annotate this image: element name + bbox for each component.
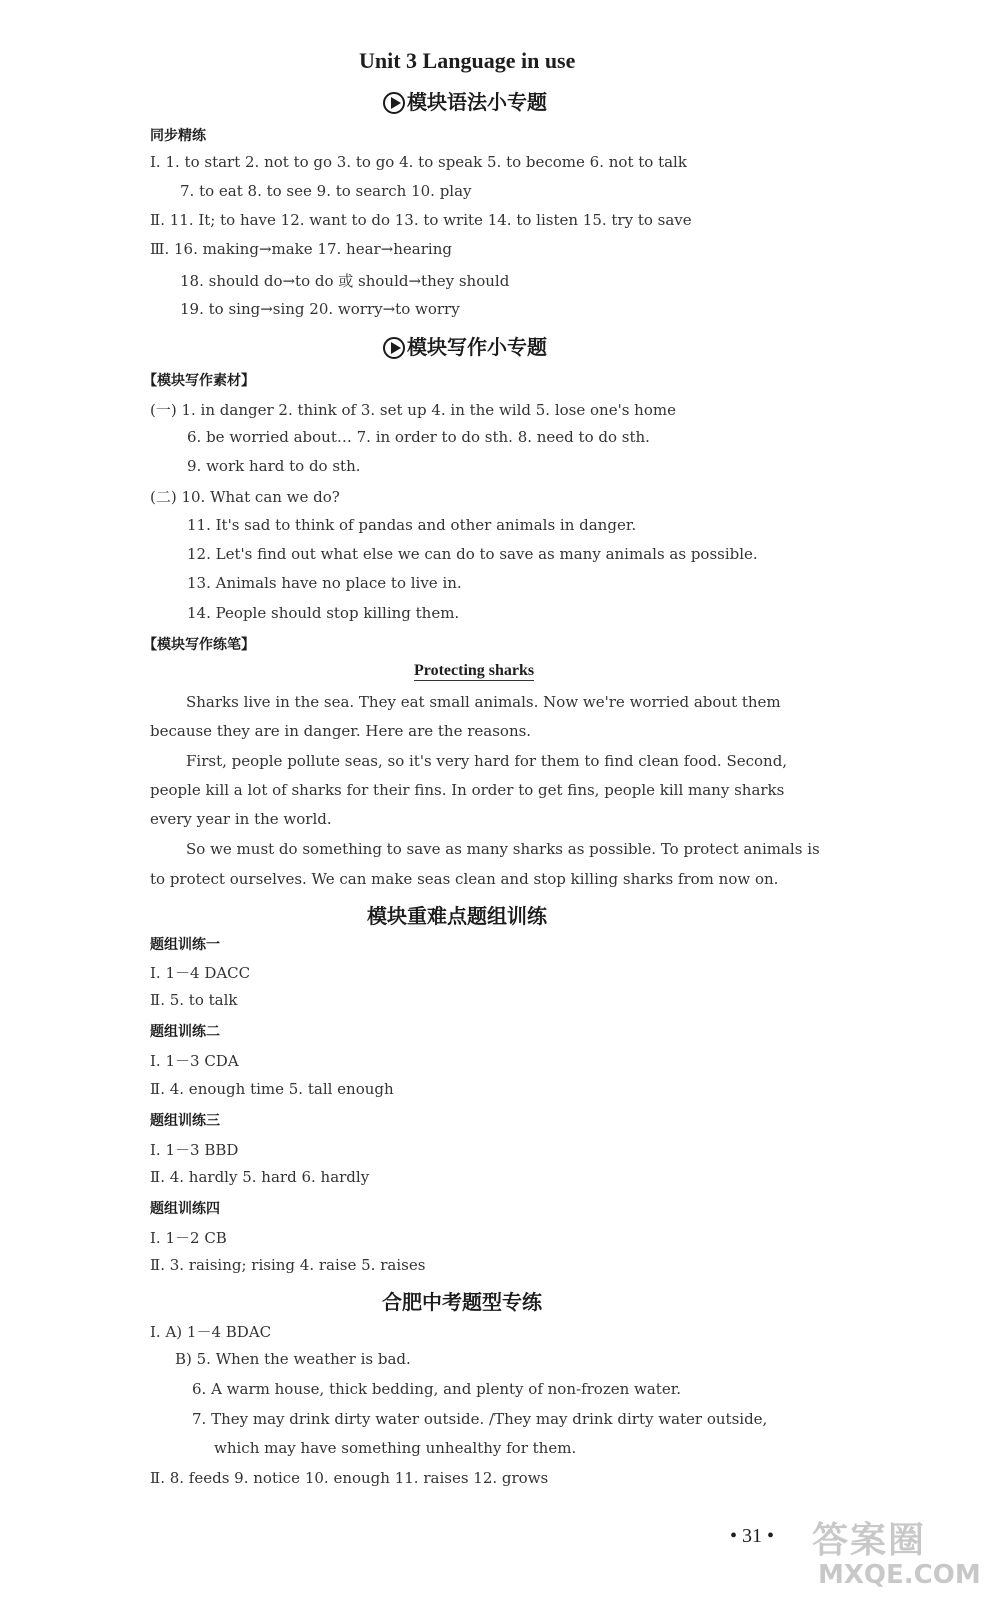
writing-practice-label: 【模块写作练笔】 <box>143 637 255 653</box>
group-label: 题组训练三 <box>150 1113 220 1129</box>
group-line: Ⅱ. 3. raising; rising 4. raise 5. raises <box>150 1256 426 1274</box>
key-points-header: 模块重难点题组训练 <box>367 904 547 928</box>
writing-material-line: 11. It's sad to think of pandas and other animals in danger. <box>187 516 637 534</box>
group-line: Ⅱ. 4. hardly 5. hard 6. hardly <box>150 1168 370 1186</box>
writing-material-line: 14. People should stop killing them. <box>187 604 460 622</box>
exam-line: B) 5. When the weather is bad. <box>175 1350 411 1368</box>
essay-line: to protect ourselves. We can make seas clean and stop killing sharks from now on. <box>150 870 779 888</box>
group-line: Ⅰ. 1－3 CDA <box>150 1052 239 1070</box>
page-number: • 31 • <box>730 1525 775 1547</box>
group-line: Ⅱ. 5. to talk <box>150 991 238 1009</box>
writing-material-line: 6. be worried about… 7. in order to do sth. 8. need to do sth. <box>187 428 650 446</box>
watermark-url: MXQE.COM <box>818 1560 981 1590</box>
group-line: Ⅱ. 4. enough time 5. tall enough <box>150 1080 394 1098</box>
play-icon <box>383 337 405 359</box>
grammar-line: 19. to sing→sing 20. worry→to worry <box>180 300 460 318</box>
group-label: 题组训练四 <box>150 1201 220 1217</box>
exam-line: Ⅰ. A) 1－4 BDAC <box>150 1323 272 1341</box>
group-label: 题组训练二 <box>150 1024 220 1040</box>
unit-title: Unit 3 Language in use <box>359 48 576 73</box>
essay-title: Protecting sharks <box>414 662 535 679</box>
sync-practice-label: 同步精练 <box>150 128 206 144</box>
grammar-section-title: 模块语法小专题 <box>407 90 547 114</box>
essay-line: people kill a lot of sharks for their fins. In order to get fins, people kill many sharks <box>150 781 785 799</box>
grammar-line: Ⅰ. 1. to start 2. not to go 3. to go 4. to speak 5. to become 6. not to talk <box>150 153 687 171</box>
group-line: Ⅰ. 1－2 CB <box>150 1229 227 1247</box>
writing-material-line: (二) 10. What can we do? <box>150 488 340 506</box>
group-label: 题组训练一 <box>150 937 220 953</box>
writing-material-label: 【模块写作素材】 <box>143 373 255 389</box>
exam-line: which may have something unhealthy for them. <box>214 1439 577 1457</box>
essay-line: because they are in danger. Here are the reasons. <box>150 722 532 740</box>
group-line: Ⅰ. 1－3 BBD <box>150 1141 239 1159</box>
writing-material-line: 12. Let's find out what else we can do to save as many animals as possible. <box>187 545 758 563</box>
writing-material-line: 9. work hard to do sth. <box>187 457 361 475</box>
grammar-section-header <box>383 86 547 115</box>
grammar-line: 18. should do→to do 或 should→they should <box>180 272 510 290</box>
essay-line: Sharks live in the sea. They eat small animals. Now we're worried about them <box>186 693 781 711</box>
writing-section-header <box>383 331 547 360</box>
exam-section-header: 合肥中考题型专练 <box>382 1290 542 1314</box>
grammar-line: Ⅱ. 11. It; to have 12. want to do 13. to write 14. to listen 15. try to save <box>150 211 692 229</box>
exam-line: Ⅱ. 8. feeds 9. notice 10. enough 11. raises 12. grows <box>150 1469 549 1487</box>
grammar-line: 7. to eat 8. to see 9. to search 10. play <box>180 182 472 200</box>
writing-material-line: (一) 1. in danger 2. think of 3. set up 4. in the wild 5. lose one's home <box>150 401 676 419</box>
writing-section-title: 模块写作小专题 <box>407 335 547 359</box>
watermark-logo: 答案圈 <box>812 1520 927 1561</box>
play-icon <box>383 92 405 114</box>
exam-line: 7. They may drink dirty water outside. /They may drink dirty water outside, <box>192 1410 768 1428</box>
writing-material-line: 13. Animals have no place to live in. <box>187 574 462 592</box>
essay-line: First, people pollute seas, so it's very hard for them to find clean food. Second, <box>186 752 788 770</box>
essay-line: every year in the world. <box>150 810 332 828</box>
exam-line: 6. A warm house, thick bedding, and plenty of non-frozen water. <box>192 1380 682 1398</box>
group-line: Ⅰ. 1－4 DACC <box>150 964 251 982</box>
essay-line: So we must do something to save as many sharks as possible. To protect animals is <box>186 840 820 858</box>
grammar-line: Ⅲ. 16. making→make 17. hear→hearing <box>150 240 452 258</box>
